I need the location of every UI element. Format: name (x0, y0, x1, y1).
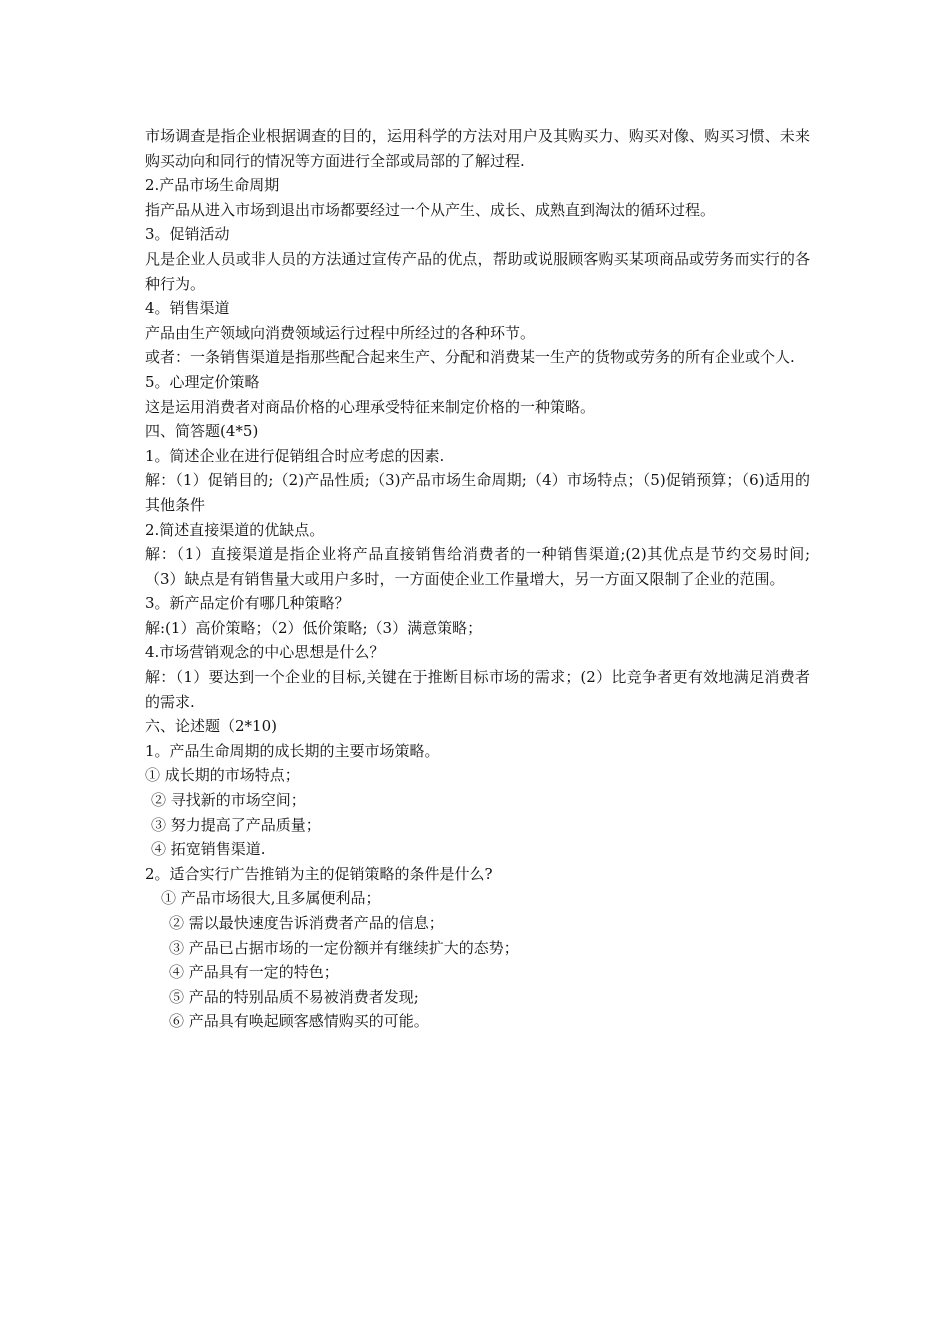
list-item: ② 寻找新的市场空间； (151, 791, 306, 810)
list-item: ② 需以最快速度告诉消费者产品的信息； (169, 914, 444, 932)
list-item: ③ 努力提高了产品质量； (151, 815, 321, 834)
list-item: ① 产品市场很大,且多属便利品； (161, 889, 381, 908)
section-heading: 2.产品市场生命周期 (145, 176, 280, 195)
answer: 解：（1）直接渠道是指企业将产品直接销售给消费者的一种销售渠道;(2)其优点是节约交易时间;（3）缺点是有销售量大或用户多时，一方面使企业工作量增大，另一方面又限制了企业的范围。 (145, 545, 810, 588)
question: 4.市场营销观念的中心思想是什么？ (145, 643, 385, 662)
question: 1。简述企业在进行促销组合时应考虑的因素. (145, 446, 445, 465)
list-item: ① 成长期的市场特点； (145, 766, 300, 785)
list-item: ⑥ 产品具有唤起顾客感情购买的可能。 (169, 1012, 429, 1031)
question: 2。适合实行广告推销为主的促销策略的条件是什么? (145, 864, 493, 883)
paragraph: 指产品从进入市场到退出市场都要经过一个从产生、成长、成熟直到淘汰的循环过程。 (145, 200, 716, 219)
list-item: ③ 产品已占据市场的一定份额并有继续扩大的态势； (169, 938, 519, 957)
answer: 解：（1）要达到一个企业的目标,关键在于推断目标市场的需求；(2）比竞争者更有效地满足消费者的需求. (145, 668, 810, 711)
paragraph: 这是运用消费者对商品价格的心理承受特征来制定价格的一种策略。 (145, 397, 596, 416)
answer: 解：（1）促销目的;（2)产品性质;（3)产品市场生命周期;（4）市场特点；（5)促销预算；（6)适用的其他条件 (145, 471, 810, 514)
section-heading: 5。心理定价策略 (145, 372, 260, 391)
paragraph: 凡是企业人员或非人员的方法通过宣传产品的优点，帮助或说服顾客购买某项商品或劳务而实行的各种行为。 (145, 249, 810, 293)
document-body (145, 124, 810, 1034)
paragraph: 产品由生产领域向消费领域运行过程中所经过的各种环节。 (145, 323, 536, 342)
question: 3。新产品定价有哪几种策略？ (145, 594, 350, 613)
part-heading: 六、论述题（2*10) (145, 717, 277, 736)
paragraph: 市场调查是指企业根据调查的目的，运用科学的方法对用户及其购买力、购买对像、购买习惯、未来购买动向和同行的情况等方面进行全部或局部的了解过程. (145, 127, 810, 170)
section-heading: 3。促销活动 (145, 225, 230, 244)
list-item: ④ 拓宽销售渠道. (151, 840, 266, 859)
list-item: ⑤ 产品的特别品质不易被消费者发现; (169, 987, 419, 1006)
section-heading: 4。销售渠道 (145, 299, 230, 318)
list-item: ④ 产品具有一定的特色； (169, 963, 339, 982)
paragraph: 或者：一条销售渠道是指那些配合起来生产、分配和消费某一生产的货物或劳务的所有企业或个人. (145, 348, 795, 367)
question: 1。产品生命周期的成长期的主要市场策略。 (145, 741, 440, 760)
answer: 解:(1）高价策略；（2）低价策略;（3）满意策略； (145, 618, 483, 637)
part-heading: 四、简答题(4*5) (145, 422, 259, 441)
question: 2.简述直接渠道的优缺点。 (145, 520, 325, 539)
